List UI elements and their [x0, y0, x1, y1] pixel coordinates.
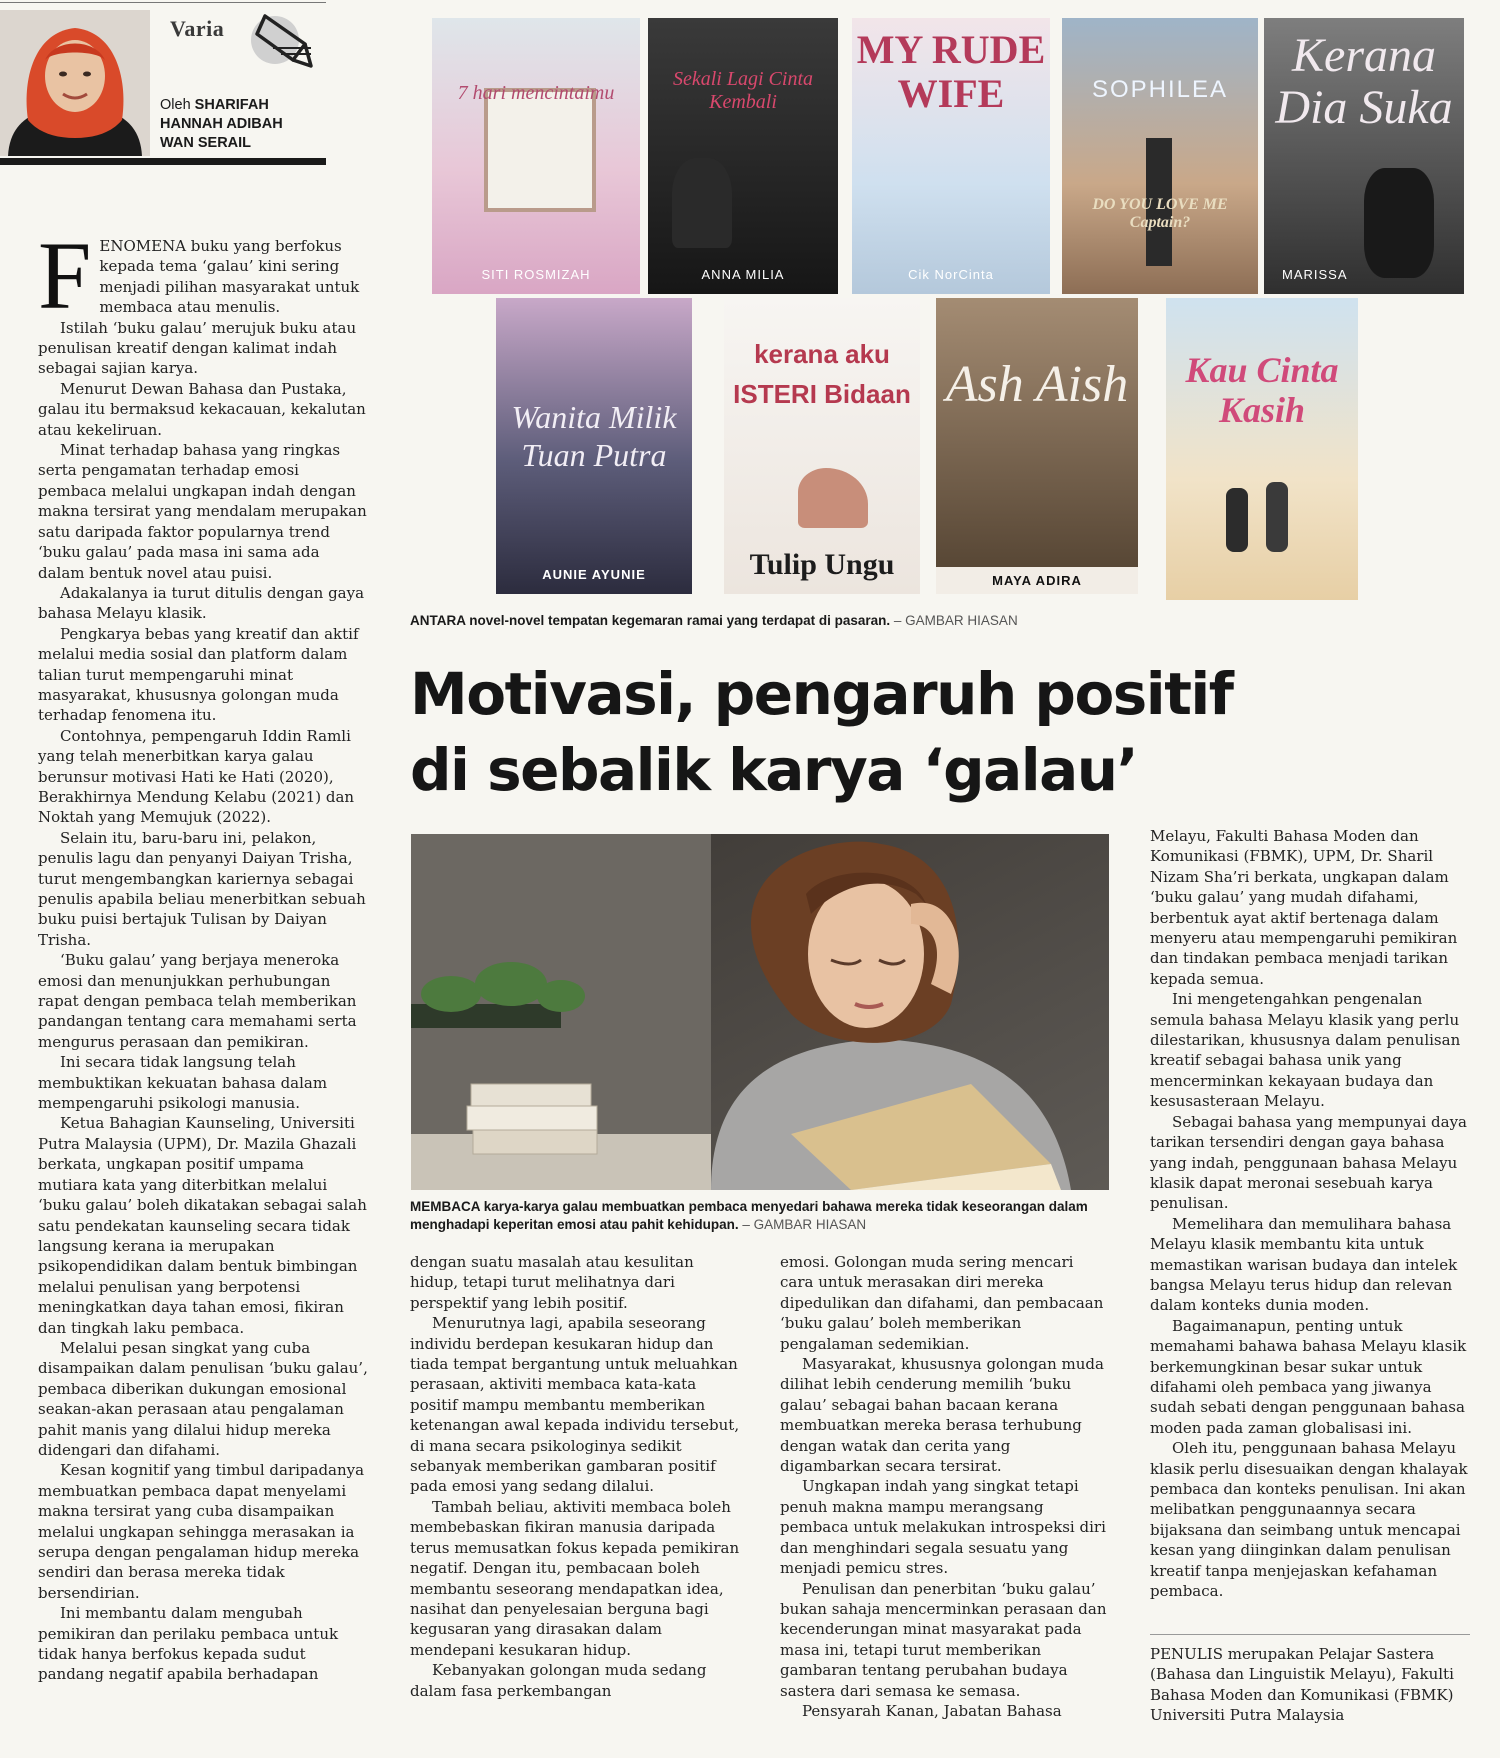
book-title: Kerana Dia Suka [1275, 29, 1453, 134]
book-author: MAYA ADIRA [936, 567, 1138, 594]
paragraph: Kesan kognitif yang timbul daripadanya membuatkan pembaca dapat menyelami makna tersirat yang cuba disampaikan melalui ungkapan sehingga merasakan ia serupa dengan pengalaman hidup mereka sendiri dan berasa mereka tidak bersendirian. [38, 1461, 365, 1602]
paragraph: Pensyarah Kanan, Jabatan Bahasa [802, 1701, 1062, 1720]
writer-note [1150, 1644, 1472, 1726]
paragraph: Ungkapan indah yang singkat tetapi penuh makna mampu merangsang pembaca untuk melakukan introspeksi diri dan menghindari segala sesuatu yang menjadi pemicu stres. [780, 1477, 1106, 1578]
book-cover [1166, 298, 1358, 600]
book-title: kerana aku ISTERI Bidaan [733, 339, 911, 409]
article-column-2 [410, 1252, 740, 1701]
books-caption-credit: – GAMBAR HIASAN [893, 613, 1018, 628]
book-author: Cik NorCinta [908, 267, 994, 282]
article-photo [411, 834, 1109, 1190]
book-cover [1062, 18, 1258, 294]
section-label: Varia [170, 16, 225, 41]
book-title: Sekali Lagi Cinta Kembali [673, 68, 813, 113]
book-title: SOPHILEA [1091, 76, 1229, 103]
book-author: AUNIE AYUNIE [542, 567, 646, 582]
paragraph: Melayu, Fakulti Bahasa Moden dan Komunikasi (FBMK), UPM, Dr. Sharil Nizam Sha’ri berkata, ungkapan dalam ‘buku galau’ yang mudah difahami, berbentuk ayat aktif bertenaga dalam menyeru atau mempengaruhi pemikiran dan tindakan pembaca menjadi tarikan kepada semua. [1150, 827, 1458, 988]
paragraph: Masyarakat, khususnya golongan muda dilihat lebih cenderung memilih ‘buku galau’ sebagai bahan bacaan kerana membuatkan mereka berasa terhubung dengan watak dan cerita yang digambarkan secara tersirat. [780, 1355, 1104, 1476]
book-cover [852, 18, 1050, 294]
book-author: Tulip Ungu [749, 548, 895, 581]
books-caption-text: ANTARA novel-novel tempatan kegemaran ramai yang terdapat di pasaran. [410, 613, 891, 628]
paragraph: Istilah ‘buku galau’ merujuk buku atau penulisan kreatif dengan kalimat indah sebagai sajian karya. [38, 318, 357, 378]
book-cover [1264, 18, 1464, 294]
book-author: MARISSA [1282, 267, 1348, 282]
paragraph: Tambah beliau, aktiviti membaca boleh membebaskan fikiran manusia daripada terus memusatkan fokus kepada pemikiran negatif. Dengan itu, pembacaan boleh membantu seseorang mendapatkan idea, nasihat dan penyelesaian berguna bagi kegusaran yang dirasakan dalam mendepani kesukaran hidup. [410, 1497, 740, 1659]
article-column-4 [1150, 826, 1472, 1601]
paragraph: Bagaimanapun, penting untuk memahami bahawa bahasa Melayu klasik berkemungkinan besar sukar untuk difahami oleh pembaca yang jiwanya sudah sebati dengan penggunaan bahasa moden pada zaman globalisasi ini. [1150, 1316, 1467, 1437]
headline-line1: Motivasi, pengaruh positif [410, 660, 1233, 728]
paragraph: Adakalanya ia turut ditulis dengan gaya bahasa Melayu klasik. [38, 583, 365, 623]
book-cover [648, 18, 838, 294]
headline-line2: di sebalik karya ‘galau’ [410, 736, 1138, 804]
book-title: Wanita Milik Tuan Putra [511, 399, 677, 473]
author-name-line2: HANNAH ADIBAH [160, 116, 283, 132]
author-avatar [0, 10, 150, 156]
book-cover [724, 298, 920, 594]
photo-caption-credit: – GAMBAR HIASAN [742, 1217, 867, 1232]
paragraph: Melalui pesan singkat yang cuba disampaikan dalam penulisan ‘buku galau’, pembaca diberikan dukungan emosional seakan-akan perasaan atau pengalaman pahit manis yang dilalui hidup mereka didengari dan difahami. [38, 1338, 368, 1459]
writer-note-rule [1150, 1634, 1470, 1635]
byline-bottom-rule [0, 158, 326, 165]
pen-nib-icon [245, 8, 317, 76]
paragraph: Minat terhadap bahasa yang ringkas serta pengamatan terhadap emosi pembaca melalui ungkapan indah dengan makna tersirat yang mendalam merupakan satu daripada faktor popularnya trend ‘buku galau’ pada masa ini sama ada dalam bentuk novel atau puisi. [38, 441, 367, 582]
paragraph: Memelihara dan memulihara bahasa Melayu klasik membantu kita untuk memastikan warisan budaya dan intelek bangsa Melayu terus hidup dan relevan dalam konteks dunia moden. [1150, 1214, 1458, 1315]
photo-caption-text: MEMBACA karya-karya galau membuatkan pembaca menyedari bahawa mereka tidak keseorangan dalam menghadapi keperitan emosi atau pahit kehidupan. [410, 1199, 1088, 1232]
paragraph: Ini mengetengahkan pengenalan semula bahasa Melayu klasik yang perlu dilestarikan, khususnya dalam penulisan kreatif sebagai bahasa unik yang mencerminkan kekayaan budaya dan kesusasteraan Melayu. [1150, 990, 1461, 1111]
book-subtitle: DO YOU LOVE ME Captain? [1092, 196, 1228, 231]
paragraph: Kebanyakan golongan muda sedang dalam fasa perkembangan [410, 1661, 707, 1700]
book-title: Ash Aish [945, 356, 1129, 413]
paragraph: Pengkarya bebas yang kreatif dan aktif melalui media sosial dan platform dalam talian turut mempengaruhi minat masyarakat, khususnya golongan muda terhadap fenomena itu. [38, 624, 359, 725]
author-name-line1: SHARIFAH [194, 97, 269, 113]
paragraph: Ini membantu dalam mengubah pemikiran dan perilaku pembaca untuk tidak hanya berfokus kepada sudut pandang negatif apabila berhadapan [38, 1604, 339, 1684]
article-column-1 [38, 222, 368, 1685]
paragraph: Sebagai bahasa yang mempunyai daya tarikan tersendiri dengan gaya bahasa yang indah, penggunaan bahasa Melayu klasik dapat meronai sesebuah karya penulisan. [1150, 1112, 1468, 1213]
paragraph: Menurutnya lagi, apabila seseorang individu berdepan kesukaran hidup dan tiada tempat bergantung untuk meluahkan perasaan, aktiviti membaca kata-kata positif mampu membantu memberikan ketenangan awal kepada individu tersebut, di mana secara psikologinya sedikit sebanyak memberikan gambaran positif pada emosi yang sedang dilalui. [410, 1314, 740, 1496]
paragraph: ENOMENA buku yang berfokus kepada tema ‘galau’ kini sering menjadi pilihan masyarakat untuk membaca atau menulis. [99, 237, 360, 317]
author-credit [160, 96, 283, 153]
book-author: ANNA MILIA [701, 267, 785, 282]
photo-caption [410, 1198, 1110, 1234]
book-cover [496, 298, 692, 594]
book-cover [432, 18, 640, 294]
paragraph: Contohnya, pempengaruh Iddin Ramli yang telah menerbitkan karya galau berunsur motivasi Hati ke Hati (2020), Berakhirnya Mendung Kelabu (2021) dan Noktah yang Memujuk (2022). [38, 726, 355, 827]
paragraph: Oleh itu, penggunaan bahasa Melayu klasik perlu disesuaikan dengan khalayak pembaca dan konteks penulisan. Ini akan melibatkan penggunaannya secara bijaksana dan seimbang untuk mencapai kesan yang diinginkan dalam penulisan kreatif tanpa menjejaskan kefahaman pembaca. [1150, 1439, 1468, 1601]
author-name-line3: WAN SERAIL [160, 135, 252, 151]
byline-box [0, 0, 326, 168]
article-column-3 [780, 1252, 1110, 1721]
book-author: SITI ROSMIZAH [481, 267, 591, 282]
book-cover [936, 298, 1138, 594]
paragraph: dengan suatu masalah atau kesulitan hidup, tetapi turut melihatnya dari perspektif yang lebih positif. [410, 1253, 694, 1312]
books-caption [410, 612, 1470, 630]
paragraph: Ini secara tidak langsung telah membuktikan kekuatan bahasa dalam mempengaruhi psikologi manusia. [38, 1053, 328, 1113]
article-headline [410, 656, 1470, 808]
paragraph: ‘Buku galau’ yang berjaya meneroka emosi dan menunjukkan perhubungan rapat dengan pembaca telah memberikan pandangan tentang cara memahami serta mengurus perasaan dan pemikiran. [38, 951, 357, 1051]
book-title: MY RUDE WIFE [856, 27, 1046, 116]
paragraph: Selain itu, baru-baru ini, pelakon, penulis lagu dan penyanyi Daiyan Trisha, turut mengembangkan kariernya sebagai penulis apabila beliau menerbitkan sebuah buku puisi bertajuk Tulisan by Daiyan Trisha. [38, 828, 366, 949]
drop-cap: F [38, 222, 92, 329]
book-title: 7 hari mencintaimu [457, 82, 615, 104]
paragraph: Penulisan dan penerbitan ‘buku galau’ bukan sahaja mencerminkan perasaan dan kecenderungan minat masyarakat pada masa ini, tetapi turut memberikan gambaran tentang perubahan budaya sastera dari semasa ke semasa. [780, 1579, 1107, 1700]
book-title: Kau Cinta Kasih [1185, 350, 1339, 430]
paragraph: Menurut Dewan Bahasa dan Pustaka, galau itu bermaksud kekacauan, kekalutan atau kekeliruan. [38, 379, 366, 439]
byline-top-rule [0, 2, 326, 3]
writer-note-text: PENULIS merupakan Pelajar Sastera (Bahasa dan Linguistik Melayu), Fakulti Bahasa Moden dan Komunikasi (FBMK) Universiti Putra Malaysia [1150, 1645, 1454, 1725]
paragraph: emosi. Golongan muda sering mencari cara untuk merasakan diri mereka dipedulikan dan difahami, dan pembacaan ‘buku galau’ boleh memberikan pengalaman sedemikian. [780, 1253, 1104, 1353]
author-prefix: Oleh [160, 97, 191, 113]
paragraph: Ketua Bahagian Kaunseling, Universiti Putra Malaysia (UPM), Dr. Mazila Ghazali berkata, ungkapan positif umpama mutiara kata yang diterbitkan melalui ‘buku galau’ boleh dikatakan sebagai salah satu pendekatan kaunseling secara tidak langsung kerana ia merupakan psikopendidikan dalam bentuk bimbingan melalui penulisan yang berpotensi meningkatkan daya tahan emosi, fikiran dan tingkah laku pembaca. [38, 1114, 367, 1337]
